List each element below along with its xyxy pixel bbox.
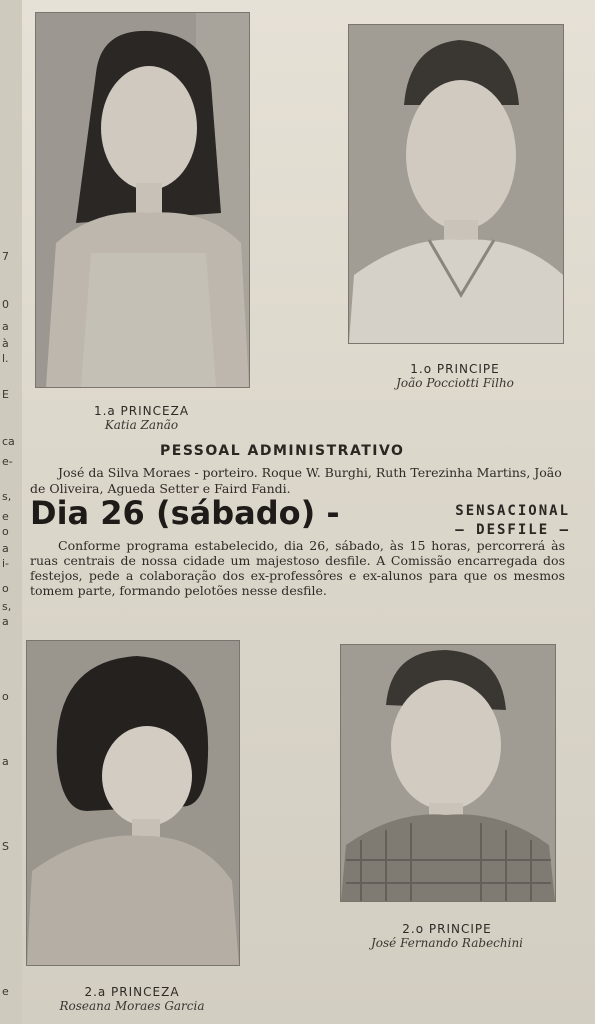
margin-fragment: o (2, 690, 9, 703)
staff-paragraph: José da Silva Moraes - porteiro. Roque W. Burghi, Ruth Terezinha Martins, João de Oliveira, Agueda Setter e Faird Fandi. (30, 465, 562, 496)
headline: Dia 26 (sábado) - (30, 494, 340, 532)
margin-fragment: a (2, 615, 9, 628)
portrait-girl-bob-hair-icon (27, 641, 239, 965)
margin-fragment: S (2, 840, 9, 853)
margin-fragment: i- (2, 557, 10, 570)
caption-name: Roseana Moraes Garcia (59, 999, 205, 1013)
margin-fragment: a (2, 755, 9, 768)
article-paragraph: Conforme programa estabelecido, dia 26, sábado, às 15 horas, percorrerá às ruas centrais de nossa cidade um majestoso desfile. A Comissão encarregada dos festejos, pede a colaboração dos ex-professôres e ex-alunos para que os mesmos tomem parte, formando pelotões nesse desfile. (30, 538, 565, 598)
margin-fragment: e- (2, 455, 13, 468)
adjacent-column-fragment (0, 0, 24, 1024)
caption-prince-2 (340, 922, 554, 950)
caption-title: 1.o PRINCIPE (410, 362, 500, 376)
caption-princess-2 (26, 985, 238, 1013)
portrait-boy-collar-icon (349, 25, 563, 343)
headline-desfile: — DESFILE — (455, 522, 570, 538)
photo-prince-1 (348, 24, 564, 344)
portrait-girl-long-hair-icon (36, 13, 249, 387)
margin-fragment: a (2, 320, 9, 333)
margin-fragment: o (2, 525, 9, 538)
margin-fragment: 0 (2, 298, 9, 311)
headline-sensacional: SENSACIONAL (455, 503, 570, 519)
portrait-boy-plaid-icon (341, 645, 555, 901)
photo-prince-2 (340, 644, 556, 902)
margin-fragment: a (2, 542, 9, 555)
caption-title: 2.o PRINCIPE (402, 922, 492, 936)
margin-fragment: ca (2, 435, 15, 448)
caption-title: 1.a PRINCEZA (93, 404, 190, 418)
margin-fragment: l. (2, 352, 9, 365)
margin-fragment: E (2, 388, 9, 401)
margin-fragment: e (2, 985, 9, 998)
margin-fragment: à (2, 337, 9, 350)
caption-title: 2.a PRINCEZA (84, 985, 180, 999)
margin-fragment: s, (2, 600, 12, 613)
margin-fragment: o (2, 582, 9, 595)
margin-fragment: 7 (2, 250, 9, 263)
margin-fragment: s, (2, 490, 12, 503)
caption-name: Katia Zanão (104, 418, 179, 432)
margin-fragment: e (2, 510, 9, 523)
photo-princess-2 (26, 640, 240, 966)
caption-princess-1 (35, 404, 248, 432)
caption-name: João Pocciotti Filho (396, 376, 514, 390)
section-heading: PESSOAL ADMINISTRATIVO (160, 443, 405, 459)
photo-princess-1 (35, 12, 250, 388)
caption-prince-1 (348, 362, 562, 390)
caption-name: José Fernando Rabechini (370, 936, 524, 950)
